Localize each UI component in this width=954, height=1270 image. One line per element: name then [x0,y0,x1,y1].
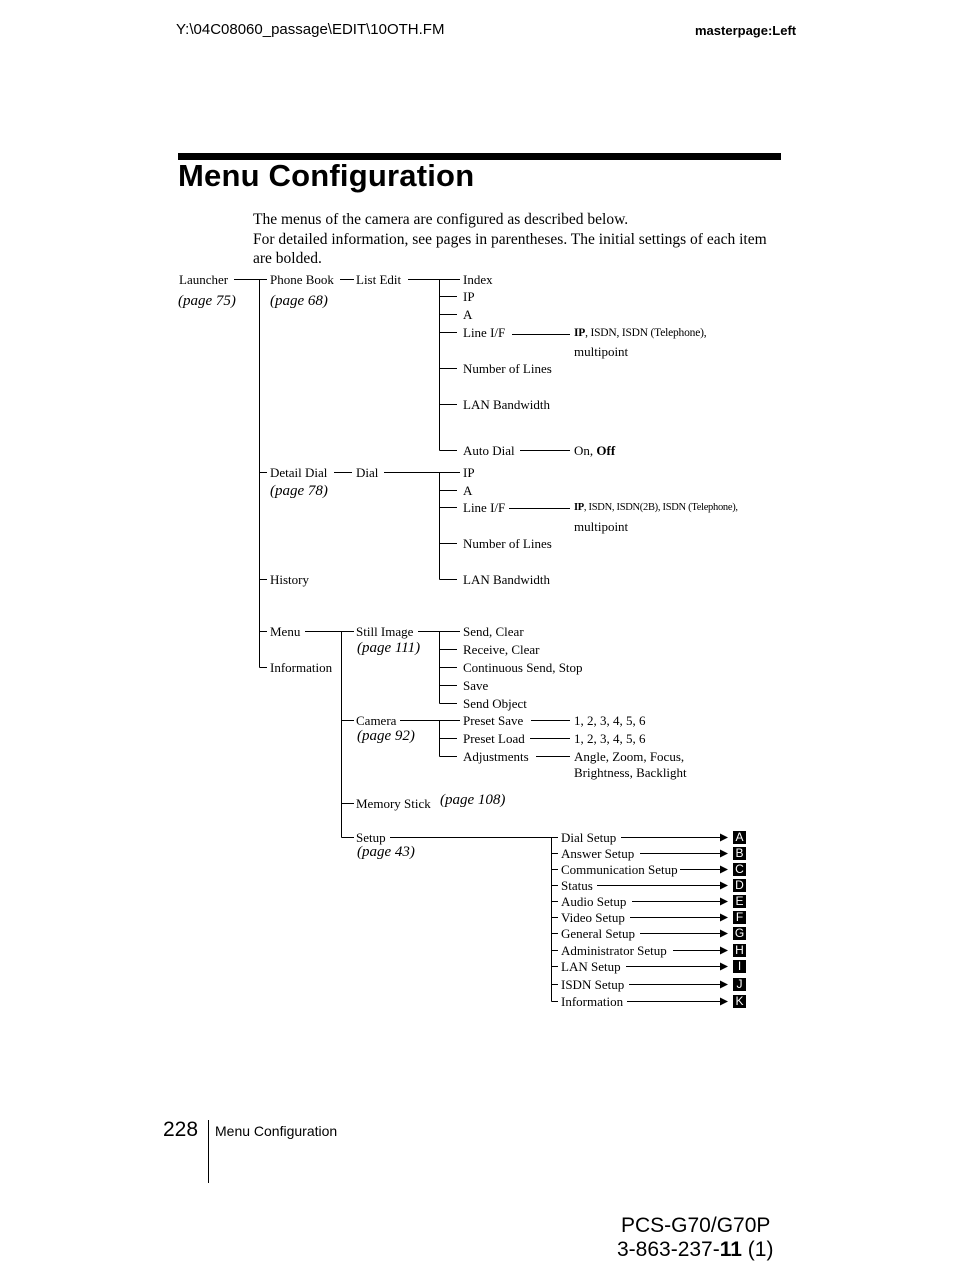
list-edit-index: Index [463,272,493,287]
auto-dial-off-default: Off [596,443,616,458]
camera-preset-save: Preset Save [463,713,524,728]
still-image-item: Save [463,678,489,693]
footer-divider [208,1120,209,1183]
dial-ip: IP [463,465,475,480]
list-edit-line-if-value [574,326,706,340]
setup-item: Status [561,878,593,893]
auto-dial-on: On, [574,443,597,458]
dial-lan-bandwidth: LAN Bandwidth [463,572,551,587]
code-suffix: (1) [741,1238,774,1261]
section-marker: I [733,960,746,973]
section-marker: F [733,911,746,924]
setup-item: Dial Setup [561,830,617,845]
section-marker: A [733,831,746,844]
masterpage-label: masterpage:Left [695,23,797,38]
section-marker: D [733,879,746,892]
camera-label: Camera [356,713,397,728]
setup-item: Communication Setup [561,862,678,877]
document-code [617,1237,773,1263]
dial-label: Dial [356,465,379,480]
menu-label: Menu [270,624,301,639]
list-edit-a: A [463,307,473,322]
footer-section: Menu Configuration [215,1123,338,1139]
memory-stick-page-ref: (page 108) [440,792,506,808]
setup-item: Information [561,994,624,1009]
list-edit-number-of-lines: Number of Lines [463,361,552,376]
camera-adjustments: Adjustments [463,749,529,764]
list-edit-lan-bandwidth: LAN Bandwidth [463,397,551,412]
section-marker: J [733,978,746,991]
model-name: PCS-G70/G70P [621,1214,771,1237]
launcher-page-ref: (page 75) [178,293,236,309]
page-title: Menu Configuration [178,158,475,193]
list-edit-line-if-value-line2: multipoint [574,344,629,359]
line-if-options: , ISDN, ISDN (Telephone), [585,327,707,339]
still-image-label: Still Image [356,624,414,639]
launcher-label: Launcher [179,272,229,287]
dial-line-if: Line I/F [463,500,506,515]
setup-item: Administrator Setup [561,943,667,958]
still-image-item: Send, Clear [463,624,524,639]
preset-save-value: 1, 2, 3, 4, 5, 6 [574,713,646,728]
still-image-item: Receive, Clear [463,642,540,657]
setup-label: Setup [356,830,386,845]
still-image-page-ref: (page 111) [357,640,421,656]
dial-a: A [463,483,473,498]
list-edit-line-if: Line I/F [463,325,506,340]
intro-line-1: The menus of the camera are configured as described below. [253,211,629,228]
list-edit-auto-dial: Auto Dial [463,443,515,458]
setup-item: General Setup [561,926,636,941]
line-if-default: IP [574,327,586,339]
section-marker: K [733,995,746,1008]
dial-line-if-value [574,501,738,515]
page-number: 228 [163,1118,199,1141]
setup-item: Answer Setup [561,846,635,861]
preset-load-value: 1, 2, 3, 4, 5, 6 [574,731,646,746]
section-marker: E [733,895,746,908]
adjustments-value-line2: Brightness, Backlight [574,765,687,780]
history-label: History [270,572,309,587]
section-marker: H [733,944,746,957]
phone-book-page-ref: (page 68) [270,293,328,309]
adjustments-value-line1: Angle, Zoom, Focus, [574,749,685,764]
setup-item: LAN Setup [561,959,621,974]
list-edit-label: List Edit [356,272,402,287]
detail-dial-page-ref: (page 78) [270,483,328,499]
dial-line-if-value-line2: multipoint [574,519,629,534]
file-path: Y:\04C08060_passage\EDIT\10OTH.FM [176,21,445,38]
phone-book-label: Phone Book [270,272,334,287]
dial-line-if-default: IP [574,502,584,513]
section-marker: C [733,863,746,876]
dial-line-if-options: , ISDN, ISDN(2B), ISDN (Telephone), [583,502,738,513]
code-bold: 11 [719,1238,742,1261]
auto-dial-value [574,443,615,458]
setup-item: Audio Setup [561,894,627,909]
camera-preset-load: Preset Load [463,731,525,746]
setup-page-ref: (page 43) [357,844,415,860]
still-image-item: Continuous Send, Stop [463,660,583,675]
information-label: Information [270,660,333,675]
list-edit-ip: IP [463,289,475,304]
section-marker: B [733,847,746,860]
intro-line-2: For detailed information, see pages in parentheses. The initial settings of each item are bolded. [253,230,767,267]
dial-number-of-lines: Number of Lines [463,536,552,551]
camera-page-ref: (page 92) [357,728,415,744]
section-marker: G [734,926,745,940]
memory-stick-label: Memory Stick [356,796,431,811]
setup-item: Video Setup [561,910,625,925]
still-image-item: Send Object [463,696,527,711]
code-prefix: 3-863-237- [617,1238,720,1261]
detail-dial-label: Detail Dial [270,465,328,480]
setup-item: ISDN Setup [561,977,625,992]
